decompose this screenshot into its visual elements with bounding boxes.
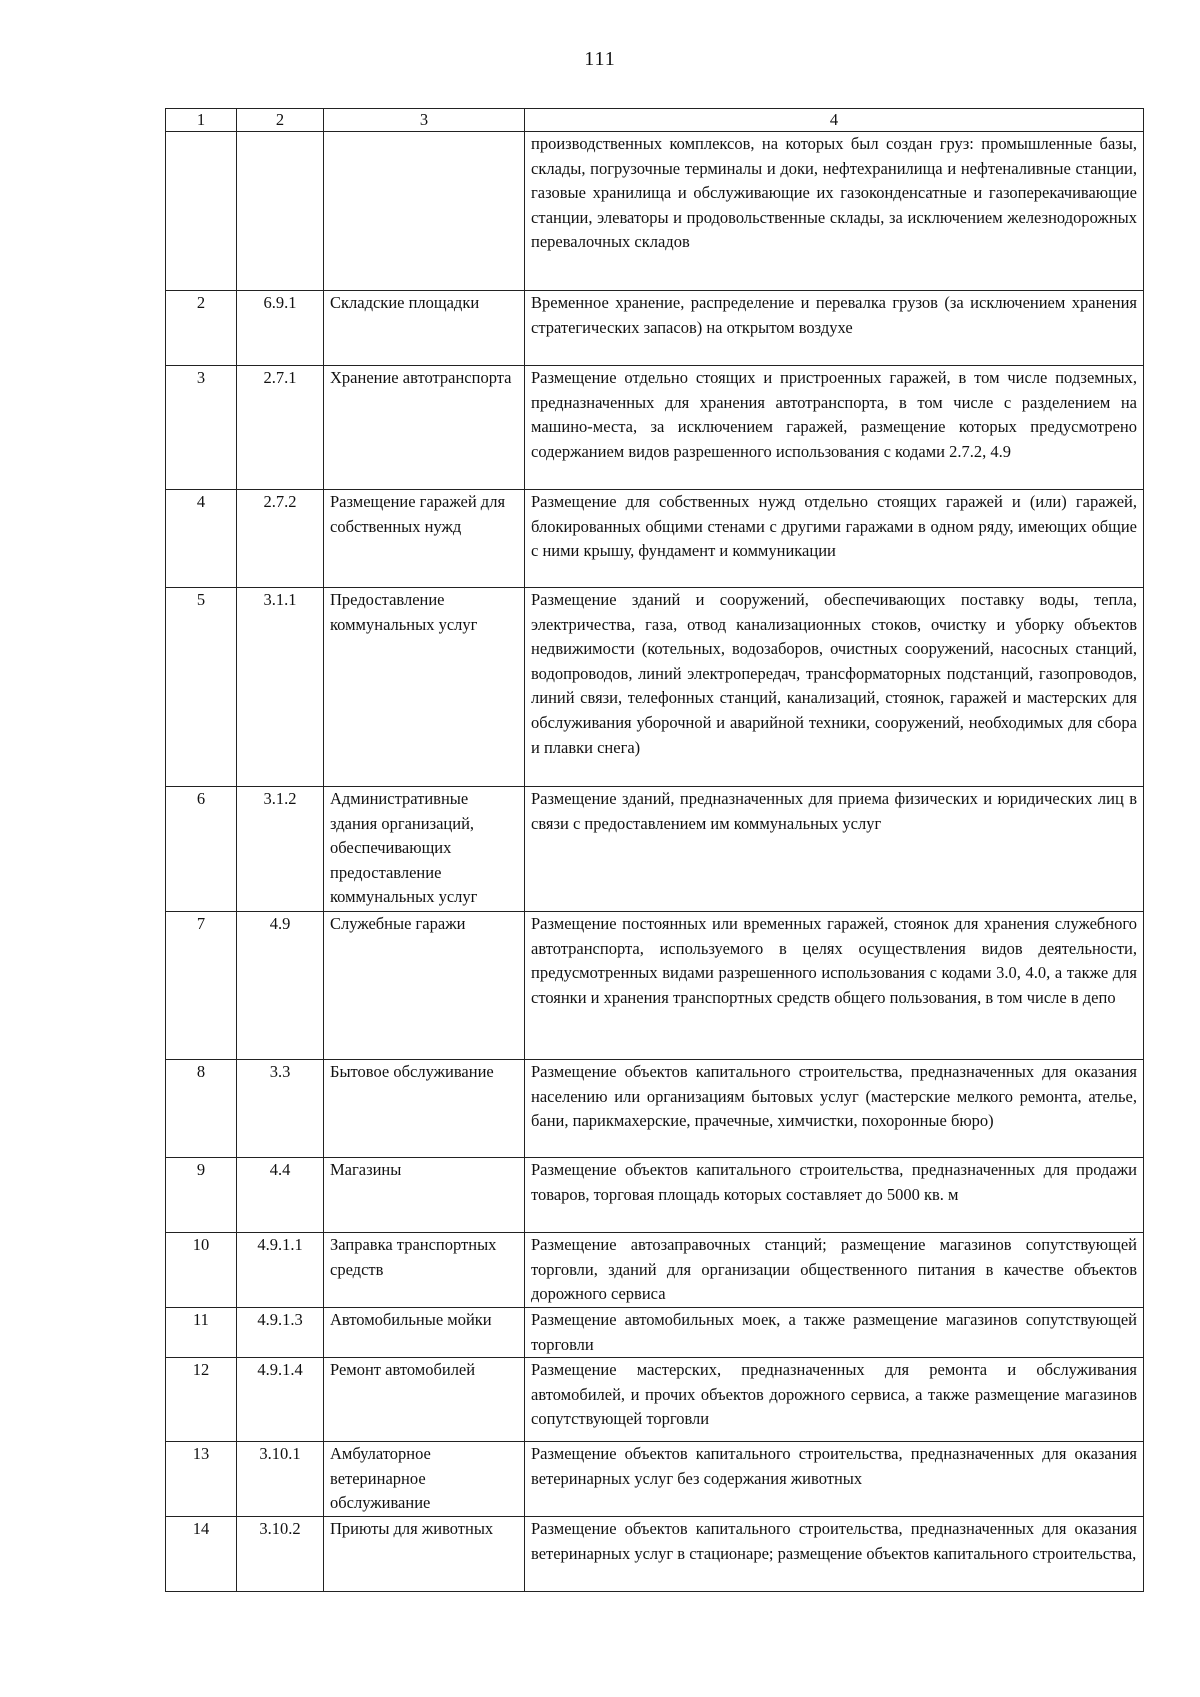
row-description: Размещение объектов капитального строительства, предназначенных для оказания ветеринарных услуг в стационаре; размещение объектов капитального строительства, xyxy=(525,1517,1144,1592)
land-use-table xyxy=(165,108,1144,1592)
column-header-description: 4 xyxy=(525,109,1144,132)
row-name: Амбулаторное ветеринарное обслуживание xyxy=(324,1442,525,1517)
row-name xyxy=(324,132,525,291)
row-description: Размещение зданий и сооружений, обеспечивающих поставку воды, тепла, электричества, газа, отвод канализационных стоков, очистку и уборку объектов недвижимости (котельных, водозаборов, очистных сооружений, насосных станций, водопроводов, линий электропередач, трансформаторных подстанций, газопроводов, линий связи, телефонных станций, канализаций, стоянок, гаражей и мастерских для обслуживания уборочной и аварийной техники, сооружений, необходимых для сбора и плавки снега) xyxy=(525,588,1144,787)
row-description: Размещение объектов капитального строительства, предназначенных для оказания ветеринарных услуг без содержания животных xyxy=(525,1442,1144,1517)
row-code: 4.4 xyxy=(237,1158,324,1233)
row-number: 5 xyxy=(166,588,237,787)
row-number: 14 xyxy=(166,1517,237,1592)
row-description: Размещение мастерских, предназначенных для ремонта и обслуживания автомобилей, и прочих объектов дорожного сервиса, а также размещение магазинов сопутствующей торговли xyxy=(525,1358,1144,1442)
row-code: 2.7.2 xyxy=(237,490,324,588)
table-row xyxy=(166,588,1144,787)
row-description: Размещение отдельно стоящих и пристроенных гаражей, в том числе подземных, предназначенных для хранения автотранспорта, в том числе с разделением на машино-места, за исключением гаражей, размещение которых предусмотрено содержанием видов разрешенного использования с кодами 2.7.2, 4.9 xyxy=(525,366,1144,490)
row-name: Размещение гаражей для собственных нужд xyxy=(324,490,525,588)
row-number: 12 xyxy=(166,1358,237,1442)
table-row xyxy=(166,291,1144,366)
row-name: Заправка транспортных средств xyxy=(324,1233,525,1308)
row-code: 3.1.2 xyxy=(237,787,324,912)
row-code: 2.7.1 xyxy=(237,366,324,490)
row-name: Приюты для животных xyxy=(324,1517,525,1592)
table-row xyxy=(166,912,1144,1060)
row-description: Размещение объектов капитального строительства, предназначенных для оказания населению или организациям бытовых услуг (мастерские мелкого ремонта, ателье, бани, парикмахерские, прачечные, химчистки, похоронные бюро) xyxy=(525,1060,1144,1158)
table-row xyxy=(166,1358,1144,1442)
row-code: 4.9 xyxy=(237,912,324,1060)
row-description: Временное хранение, распределение и перевалка грузов (за исключением хранения стратегических запасов) на открытом воздухе xyxy=(525,291,1144,366)
row-name: Предоставление коммунальных услуг xyxy=(324,588,525,787)
table-header-row xyxy=(166,109,1144,132)
column-header-code: 2 xyxy=(237,109,324,132)
row-code: 3.1.1 xyxy=(237,588,324,787)
row-description: Размещение автомобильных моек, а также размещение магазинов сопутствующей торговли xyxy=(525,1308,1144,1358)
table-row xyxy=(166,1517,1144,1592)
table-row xyxy=(166,366,1144,490)
row-code xyxy=(237,132,324,291)
row-code: 3.10.1 xyxy=(237,1442,324,1517)
column-header-number: 1 xyxy=(166,109,237,132)
row-name: Хранение автотранспорта xyxy=(324,366,525,490)
row-description: Размещение объектов капитального строительства, предназначенных для продажи товаров, торговая площадь которых составляет до 5000 кв. м xyxy=(525,1158,1144,1233)
row-code: 3.3 xyxy=(237,1060,324,1158)
row-description: Размещение автозаправочных станций; размещение магазинов сопутствующей торговли, зданий для организации общественного питания в качестве объектов дорожного сервиса xyxy=(525,1233,1144,1308)
row-number: 8 xyxy=(166,1060,237,1158)
row-code: 4.9.1.3 xyxy=(237,1308,324,1358)
row-name: Служебные гаражи xyxy=(324,912,525,1060)
row-name: Складские площадки xyxy=(324,291,525,366)
table-row xyxy=(166,132,1144,291)
row-description: Размещение постоянных или временных гаражей, стоянок для хранения служебного автотранспорта, используемого в целях осуществления видов деятельности, предусмотренных видами разрешенного использования с кодами 3.0, 4.0, а также для стоянки и хранения транспортных средств общего пользования, в том числе в депо xyxy=(525,912,1144,1060)
row-number: 3 xyxy=(166,366,237,490)
row-name: Ремонт автомобилей xyxy=(324,1358,525,1442)
row-name: Административные здания организаций, обеспечивающих предоставление коммунальных услуг xyxy=(324,787,525,912)
row-code: 4.9.1.1 xyxy=(237,1233,324,1308)
row-code: 3.10.2 xyxy=(237,1517,324,1592)
row-number: 13 xyxy=(166,1442,237,1517)
row-code: 6.9.1 xyxy=(237,291,324,366)
table-row xyxy=(166,1233,1144,1308)
table-row xyxy=(166,1308,1144,1358)
table-row xyxy=(166,1442,1144,1517)
row-description: Размещение для собственных нужд отдельно стоящих гаражей и (или) гаражей, блокированных общими стенами с другими гаражами в одном ряду, имеющих общие с ними крышу, фундамент и коммуникации xyxy=(525,490,1144,588)
row-name: Бытовое обслуживание xyxy=(324,1060,525,1158)
row-number xyxy=(166,132,237,291)
row-number: 9 xyxy=(166,1158,237,1233)
row-description: Размещение зданий, предназначенных для приема физических и юридических лиц в связи с предоставлением им коммунальных услуг xyxy=(525,787,1144,912)
table-row xyxy=(166,787,1144,912)
row-number: 7 xyxy=(166,912,237,1060)
row-number: 11 xyxy=(166,1308,237,1358)
page-number: 111 xyxy=(584,48,616,70)
row-description: производственных комплексов, на которых был создан груз: промышленные базы, склады, погрузочные терминалы и доки, нефтехранилища и нефтеналивные станции, газовые хранилища и обслуживающие их газоконденсатные и газоперекачивающие станции, элеваторы и продовольственные склады, за исключением железнодорожных перевалочных складов xyxy=(525,132,1144,291)
table-row xyxy=(166,490,1144,588)
row-number: 10 xyxy=(166,1233,237,1308)
row-code: 4.9.1.4 xyxy=(237,1358,324,1442)
row-name: Магазины xyxy=(324,1158,525,1233)
table-row xyxy=(166,1158,1144,1233)
row-number: 2 xyxy=(166,291,237,366)
row-name: Автомобильные мойки xyxy=(324,1308,525,1358)
row-number: 6 xyxy=(166,787,237,912)
column-header-name: 3 xyxy=(324,109,525,132)
table-row xyxy=(166,1060,1144,1158)
row-number: 4 xyxy=(166,490,237,588)
